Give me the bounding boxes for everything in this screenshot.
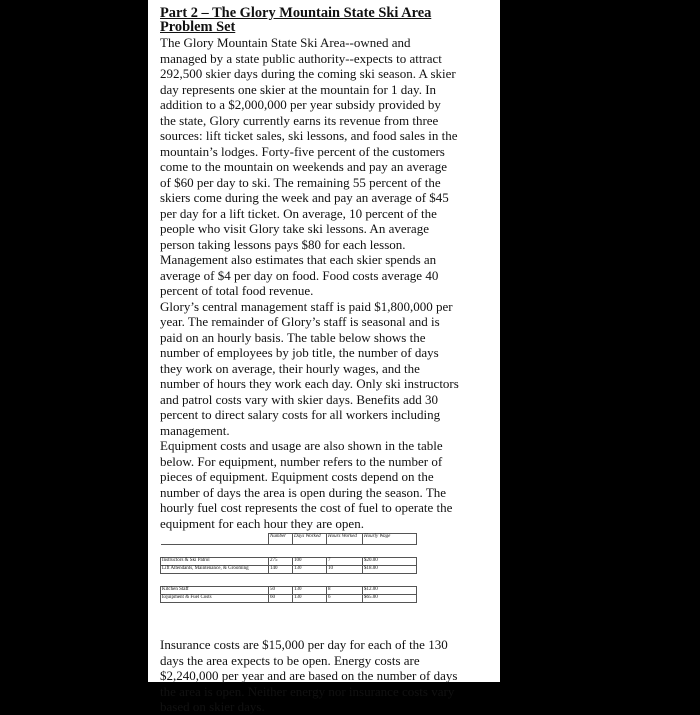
row-label: Equipment & Fuel Costs xyxy=(161,595,269,603)
row-days: 130 xyxy=(293,587,327,595)
row-days: 130 xyxy=(293,595,327,603)
row-hours: 7 xyxy=(327,558,363,566)
table-row xyxy=(161,587,417,595)
row-hours: 8 xyxy=(327,587,363,595)
row-wage: $18.00 xyxy=(363,566,417,574)
row-wage: $65.00 xyxy=(363,595,417,603)
row-number: 140 xyxy=(269,566,293,574)
paragraph-revenue: The Glory Mountain State Ski Area--owned and managed by a state public authority--expects to attract 292,500 skier days during the coming ski season. A skier day represents one skier at the mountain for 1 day. In addition to a $2,000,000 per year subsidy provided by the state, Glory currently earns its revenue from three sources: lift ticket sales, ski lessons, and food sales in the mountain’s lodges. Forty-five percent of the customers come to the mountain on weekends and pay an average of $60 per day to ski. The remaining 55 percent of the skiers come during the week and pay an average of $45 per day for a lift ticket. On average, 10 percent of the people who visit Glory take ski lessons. An average person taking lessons pays $80 for each lesson. Management also estimates that each skier spends an average of $4 per day on food. Food costs average 40 percent of total food revenue. xyxy=(160,35,458,298)
row-hours: 6 xyxy=(327,595,363,603)
table-row xyxy=(161,558,417,566)
paragraph-staff: Glory’s central management staff is paid $1,800,000 per year. The remainder of Glory’s staff is seasonal and is paid on an hourly basis. The table below shows the number of employees by job title, the number of days they work on average, their hourly wages, and the number of hours they work each day. Only ski instructors and patrol costs vary with skier days. Benefits add 30 percent to direct salary costs for all workers including management. xyxy=(160,298,459,438)
table-row xyxy=(161,566,417,574)
table-row xyxy=(161,595,417,603)
row-number: 275 xyxy=(269,558,293,566)
row-label: Lift Attendants, Maintenance, & Grooming xyxy=(161,566,269,574)
row-number: 50 xyxy=(269,587,293,595)
paragraph-equipment: Equipment costs and usage are also shown in the table below. For equipment, number refers to the number of pieces of equipment. Equipment costs depend on the number of days the area is open during the season. The hourly fuel cost represents the cost of fuel to operate the equipment for each hour they are open. xyxy=(160,438,453,531)
row-label: Kitchen Staff xyxy=(161,587,269,595)
header-days-worked: Days Worked xyxy=(293,534,327,545)
header-number: Number xyxy=(269,534,293,545)
row-wage: $20.00 xyxy=(363,558,417,566)
document-page xyxy=(148,0,500,714)
table-header-row xyxy=(161,534,417,545)
row-days: 130 xyxy=(293,566,327,574)
document-content xyxy=(160,6,460,715)
row-label: Instructors & Ski Patrol xyxy=(161,558,269,566)
paragraph-insurance: Insurance costs are $15,000 per day for each of the 130 days the area expects to be open. Energy costs are $2,240,000 per year and are based on the number of days the area is open. Neither energy nor insurance costs vary based on skier days. xyxy=(160,637,458,714)
row-hours: 10 xyxy=(327,566,363,574)
row-days: 100 xyxy=(293,558,327,566)
header-hours-worked: Hours Worked xyxy=(327,534,363,545)
row-wage: $12.00 xyxy=(363,587,417,595)
header-hourly-wage: Hourly Wage xyxy=(363,534,417,545)
row-number: 60 xyxy=(269,595,293,603)
document-title: Part 2 – The Glory Mountain State Ski Area Problem Set xyxy=(160,5,432,35)
cost-table xyxy=(160,533,416,603)
